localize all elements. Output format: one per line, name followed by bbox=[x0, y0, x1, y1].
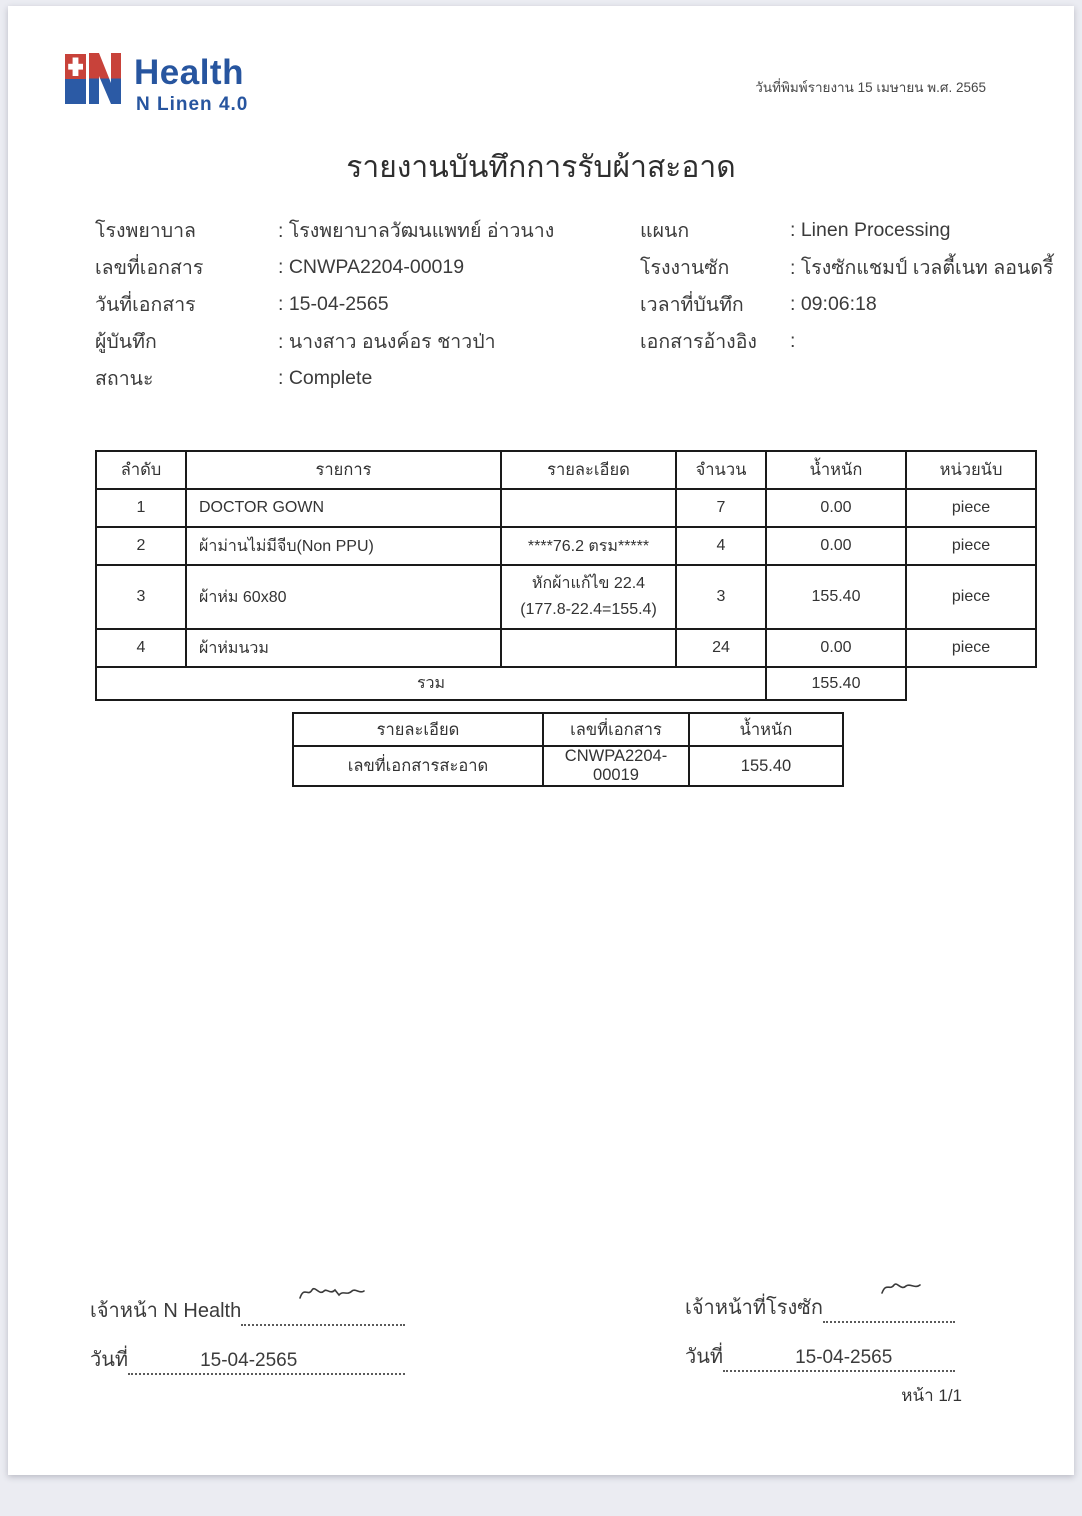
info-value: : CNWPA2204-00019 bbox=[278, 256, 465, 278]
info-value: : 09:06:18 bbox=[790, 293, 877, 315]
document-info-left bbox=[95, 212, 554, 397]
brand-subtitle: N Linen 4.0 bbox=[136, 93, 249, 115]
signature-dotted-line bbox=[241, 1300, 405, 1326]
cell-weight: 0.00 bbox=[766, 527, 906, 565]
cell-item: DOCTOR GOWN bbox=[186, 489, 501, 527]
summary-cell-doc-number: CNWPA2204-00019 bbox=[543, 746, 689, 786]
cell-no: 1 bbox=[96, 489, 186, 527]
info-row-record-time bbox=[640, 286, 1053, 323]
cell-unit: piece bbox=[906, 489, 1036, 527]
info-row-laundry bbox=[640, 249, 1053, 286]
summary-row bbox=[293, 746, 843, 786]
date-dotted-line bbox=[128, 1349, 405, 1375]
cell-weight: 155.40 bbox=[766, 565, 906, 629]
info-row-doc-number bbox=[95, 249, 554, 286]
brand-name: Health bbox=[134, 53, 244, 92]
summary-cell-weight: 155.40 bbox=[689, 746, 843, 786]
info-label: เอกสารอ้างอิง bbox=[640, 331, 757, 353]
info-row-doc-date bbox=[95, 286, 554, 323]
signature-date-line bbox=[685, 1340, 955, 1372]
page-title: รายงานบันทึกการรับผ้าสะอาด bbox=[346, 151, 736, 184]
summary-col-detail: รายละเอียด bbox=[293, 713, 543, 746]
info-label: วันที่เอกสาร bbox=[95, 294, 196, 316]
total-empty-cell bbox=[906, 667, 1036, 700]
signature-date: 15-04-2565 bbox=[795, 1347, 893, 1368]
col-header-qty: จำนวน bbox=[676, 451, 766, 489]
detail-line-2: (177.8-22.4=155.4) bbox=[520, 601, 657, 618]
table-row bbox=[96, 527, 1036, 565]
brand-text bbox=[134, 54, 248, 116]
signature-line bbox=[685, 1291, 955, 1323]
table-row bbox=[96, 629, 1036, 667]
info-label: โรงงานซัก bbox=[640, 257, 730, 279]
cell-detail bbox=[501, 629, 676, 667]
items-table-header-row bbox=[96, 451, 1036, 489]
brand-logo bbox=[65, 52, 248, 116]
total-weight: 155.40 bbox=[766, 667, 906, 700]
info-value: : bbox=[790, 330, 796, 352]
info-value: : โรงซักแชมป์ เวลตี้เนท ลอนดรี้ bbox=[790, 257, 1054, 279]
total-label: รวม bbox=[96, 667, 766, 700]
cell-qty: 24 bbox=[676, 629, 766, 667]
date-label: วันที่ bbox=[90, 1349, 129, 1371]
cell-no: 2 bbox=[96, 527, 186, 565]
items-table bbox=[95, 450, 1037, 701]
col-header-unit: หน่วยนับ bbox=[906, 451, 1036, 489]
signature-block-nhealth bbox=[90, 1294, 405, 1375]
cell-detail: ****76.2 ตรม***** bbox=[501, 527, 676, 565]
table-row bbox=[96, 489, 1036, 527]
signature-label: เจ้าหน้า N Health bbox=[90, 1300, 242, 1322]
info-row-reference bbox=[640, 323, 1053, 360]
cell-qty: 4 bbox=[676, 527, 766, 565]
info-label: ผู้บันทึก bbox=[95, 331, 157, 353]
info-row-hospital bbox=[95, 212, 554, 249]
summary-col-weight: น้ำหนัก bbox=[689, 713, 843, 746]
print-date: วันที่พิมพ์รายงาน 15 เมษายน พ.ศ. 2565 bbox=[755, 80, 986, 95]
cell-qty: 7 bbox=[676, 489, 766, 527]
date-dotted-line bbox=[723, 1346, 955, 1372]
cell-weight: 0.00 bbox=[766, 489, 906, 527]
cell-detail bbox=[501, 565, 676, 629]
signature-scribble-icon bbox=[878, 1279, 924, 1299]
info-value: : นางสาว อนงค์อร ชาวป่า bbox=[278, 331, 496, 353]
signature-date-line bbox=[90, 1343, 405, 1375]
table-total-row bbox=[96, 667, 1036, 700]
cell-weight: 0.00 bbox=[766, 629, 906, 667]
n-health-logo-icon bbox=[65, 52, 123, 106]
table-row bbox=[96, 565, 1036, 629]
info-label: สถานะ bbox=[95, 368, 154, 390]
signature-label: เจ้าหน้าที่โรงซัก bbox=[685, 1297, 823, 1319]
info-value: : โรงพยาบาลวัฒนแพทย์ อ่าวนาง bbox=[278, 220, 555, 242]
info-row-status bbox=[95, 360, 554, 397]
info-label: เลขที่เอกสาร bbox=[95, 257, 204, 279]
summary-header-row bbox=[293, 713, 843, 746]
cell-unit: piece bbox=[906, 527, 1036, 565]
info-value: : 15-04-2565 bbox=[278, 293, 389, 315]
info-label: เวลาที่บันทึก bbox=[640, 294, 744, 316]
cell-no: 3 bbox=[96, 565, 186, 629]
cell-qty: 3 bbox=[676, 565, 766, 629]
cell-item: ผ้าม่านไม่มีจีบ(Non PPU) bbox=[186, 527, 501, 565]
summary-cell-detail: เลขที่เอกสารสะอาด bbox=[293, 746, 543, 786]
detail-line-1: หักผ้าแก้ไข 22.4 bbox=[531, 575, 646, 592]
col-header-no: ลำดับ bbox=[96, 451, 186, 489]
summary-col-doc-number: เลขที่เอกสาร bbox=[543, 713, 689, 746]
info-value: : Linen Processing bbox=[790, 219, 951, 241]
page-number: หน้า 1/1 bbox=[901, 1386, 962, 1405]
signature-block-laundry bbox=[685, 1291, 955, 1372]
cell-unit: piece bbox=[906, 629, 1036, 667]
summary-table bbox=[292, 712, 844, 787]
col-header-weight: น้ำหนัก bbox=[766, 451, 906, 489]
signature-date: 15-04-2565 bbox=[200, 1350, 298, 1371]
date-label: วันที่ bbox=[685, 1346, 724, 1368]
cell-item: ผ้าห่มนวม bbox=[186, 629, 501, 667]
col-header-item: รายการ bbox=[186, 451, 501, 489]
cell-no: 4 bbox=[96, 629, 186, 667]
signature-scribble-icon bbox=[296, 1282, 368, 1304]
info-label: โรงพยาบาล bbox=[95, 220, 196, 242]
col-header-detail: รายละเอียด bbox=[501, 451, 676, 489]
status-value: : Complete bbox=[278, 367, 373, 389]
info-label: แผนก bbox=[640, 220, 690, 242]
cell-detail bbox=[501, 489, 676, 527]
signature-dotted-line bbox=[823, 1297, 955, 1323]
document-info-right bbox=[640, 212, 1053, 360]
report-page bbox=[8, 6, 1074, 1475]
cell-unit: piece bbox=[906, 565, 1036, 629]
info-row-department bbox=[640, 212, 1053, 249]
cell-item: ผ้าห่ม 60x80 bbox=[186, 565, 501, 629]
info-row-recorder bbox=[95, 323, 554, 360]
signature-line bbox=[90, 1294, 405, 1326]
